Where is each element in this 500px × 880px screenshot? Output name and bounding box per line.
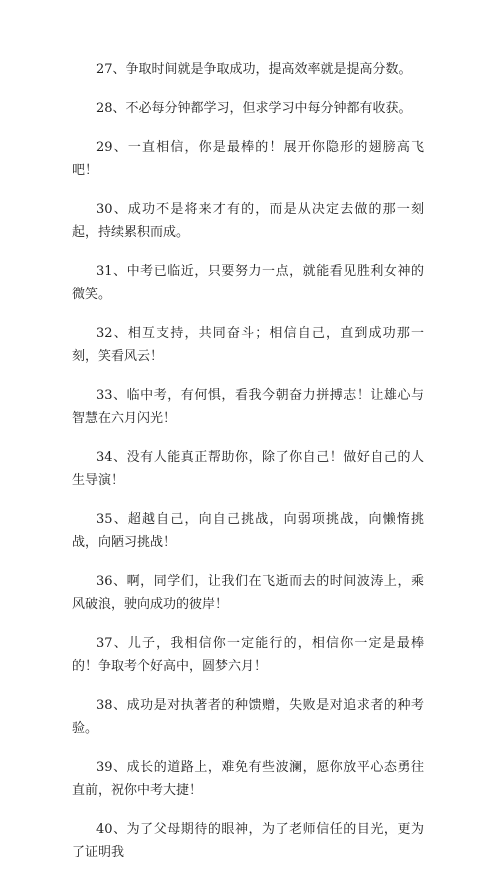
quote-item: 34、没有人能真正帮助你，除了你自己！做好自己的人生导演！ [72, 450, 424, 488]
quote-item: 27、争取时间就是争取成功，提高效率就是提高分数。 [96, 62, 412, 77]
quote-item: 29、一直相信，你是最棒的！展开你隐形的翅膀高飞吧！ [72, 140, 424, 178]
quote-item: 36、啊，同学们，让我们在飞逝而去的时间波涛上，乘风破浪，驶向成功的彼岸！ [72, 574, 424, 612]
quote-item: 31、中考已临近，只要努力一点，就能看见胜利女神的微笑。 [72, 264, 424, 302]
quote-item: 32、相互支持，共同奋斗；相信自己，直到成功那一刻，笑看风云！ [72, 326, 424, 364]
quote-item: 28、不必每分钟都学习，但求学习中每分钟都有收获。 [96, 101, 412, 116]
quote-item: 35、超越自己，向自己挑战，向弱项挑战，向懒惰挑战，向陋习挑战！ [72, 512, 424, 550]
quote-item: 38、成功是对执著者的种馈赠，失败是对追求者的种考验。 [72, 698, 424, 736]
quote-item: 33、临中考，有何惧，看我今朝奋力拼搏志！让雄心与智慧在六月闪光！ [72, 388, 424, 426]
quote-item: 30、成功不是将来才有的，而是从决定去做的那一刻起，持续累积而成。 [72, 202, 424, 240]
quote-item: 40、为了父母期待的眼神，为了老师信任的目光，更为了证明我 [72, 822, 424, 860]
quote-list [72, 58, 424, 880]
quote-item: 37、儿子，我相信你一定能行的，相信你一定是最棒的！争取考个好高中，圆梦六月！ [72, 636, 424, 674]
quote-item: 39、成长的道路上，难免有些波澜，愿你放平心态勇往直前，祝你中考大捷！ [72, 760, 424, 798]
